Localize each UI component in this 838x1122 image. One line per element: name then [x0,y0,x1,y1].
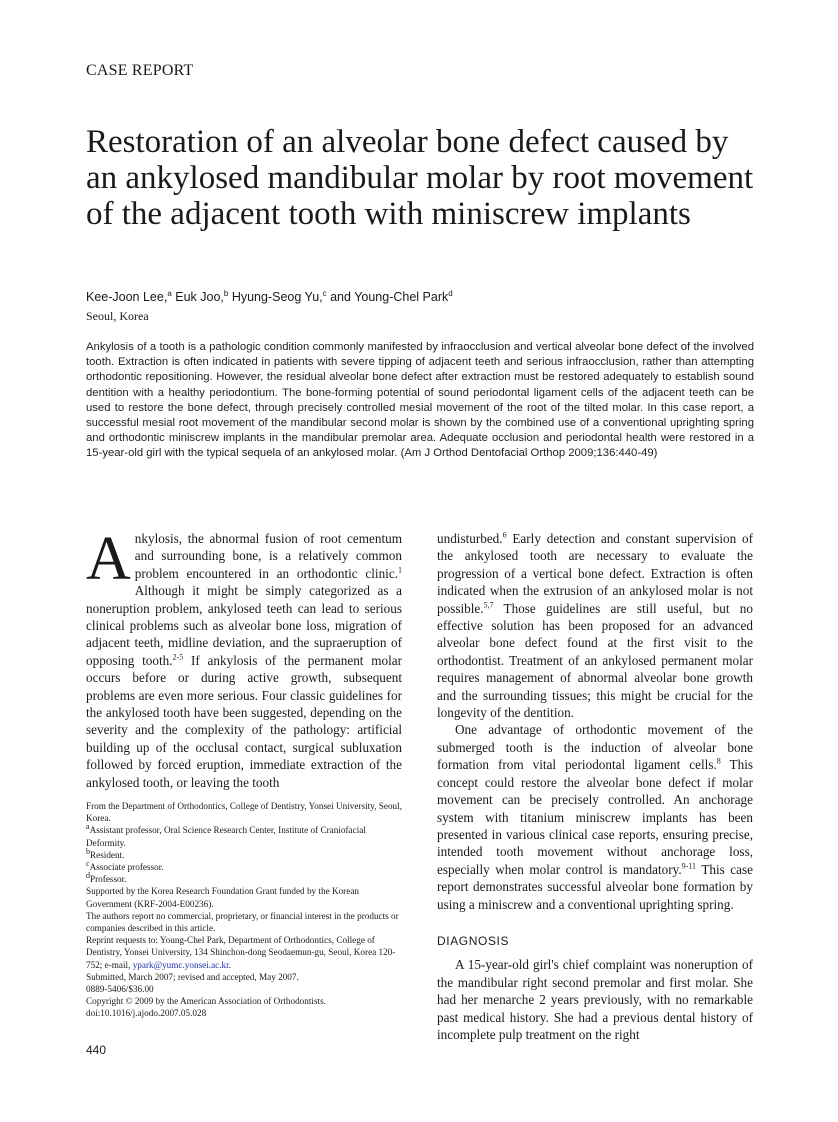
author-name: Kee-Joon Lee, [86,290,168,304]
citation-ref: 6 [502,530,507,540]
author-affiliation-mark: a [167,288,172,298]
body-text: A 15-year-old girl's chief complaint was noneruption of the mandibular right second premolar and first molar. She had her menarche 2 years previously, with no remarkable past medical history. She had a previous dental history of incomplete pulp treatment on the right [437,957,753,1042]
body-text: If ankylosis of the permanent molar occurs before or during active growth, subsequent problems are even more serious. Four classic guidelines for the ankylosed tooth have been suggested, depending on the severity and the complexity of the pathology: artificial building up of the occlusal contact, surgical subluxation followed by forced eruption, immediate extraction of the ankylosed tooth, or leaving the tooth [86,652,402,790]
footnote-doi: doi:10.1016/j.ajodo.2007.05.028 [86,1008,207,1019]
email-link[interactable]: ypark@yumc.yonsei.ac.kr [132,959,229,970]
body-text: One advantage of orthodontic movement of the submerged tooth is the induction of alveolar bone formation from vital periodontal ligament cells. [437,722,753,773]
section-heading-diagnosis: DIAGNOSIS [437,933,510,948]
body-text: undisturbed. [437,531,503,546]
drop-cap: A [86,525,131,593]
citation-ref: 1 [398,565,402,575]
footnote-text: Associate professor. [89,862,164,873]
footnote-disclosure: The authors report no commercial, proprietary, or financial interest in the products or companies described in this article. [86,910,399,934]
author-name: and Young-Chel Park [326,290,449,304]
author-name: Hyung-Seog Yu, [228,290,323,304]
body-text: nkylosis, the abnormal fusion of root cementum and surrounding bone, is a relatively common problem encountered in an orthodontic clinic. [134,531,402,581]
footnote-mark: a [86,822,90,832]
body-text: Although it might be simply categorized as a noneruption problem, ankylosed teeth can lead to serious clinical problems such as alveolar bone loss, migration of adjacent teeth, midline deviation, and the supraeruption of opposing tooth. [86,583,402,668]
footnote-text: Professor. [90,874,127,885]
footnote-text: Assistant professor, Oral Science Research Center, Institute of Craniofacial Deformity. [86,825,366,848]
page-number: 440 [86,1043,107,1057]
citation-ref: 8 [716,756,721,766]
author-list [86,290,453,304]
footnote-copyright: Copyright © 2009 by the American Association of Orthodontists. [86,996,326,1007]
author-affiliation-mark: b [223,288,229,298]
footnote-mark: d [86,871,90,881]
body-text: This concept could restore the alveolar bone defect if molar movement can be precisely controlled. An anchorage system with titanium miniscrew implants has been presented in various clinical case reports, ensuring precise, intended tooth movement without anchorage loss, especially when molar control is mandatory. [437,757,753,877]
footnote-submitted: Submitted, March 2007; revised and accepted, May 2007. [86,971,299,982]
body-text: This case report demonstrates successful alveolar bone formation by using a miniscrew and a conventional uprighting spring. [437,861,753,912]
footnote-a [86,824,402,848]
footnote-issn: 0889-5406/$36.00 [86,984,154,995]
footnote-affiliation: From the Department of Orthodontics, College of Dentistry, Yonsei University, Seoul, Korea. [86,801,402,824]
footnote-text: . [228,959,231,970]
body-text: Early detection and constant supervision of the ankylosed tooth are necessary to evaluate the progression of a vertical bone defect. Extraction is often indicated when the extrusion of an ankylosed molar is not possible. [437,531,753,616]
author-location: Seoul, Korea [86,309,149,323]
article-title: Restoration of an alveolar bone defect caused by an ankylosed mandibular molar by root movement of the adjacent tooth with miniscrew implants [86,124,754,232]
citation-ref: 2-5 [172,652,184,662]
body-column-right [437,530,753,1043]
footnote-c [86,858,402,873]
body-text: Those guidelines are still useful, but no effective solution has been proposed for an advanced alveolar bone defect found at the first visit to the orthodontist. Treatment of an ankylosed permanent molar requires management of abnormal alveolar bone growth and the surrounding tissues; this might be crucial for the longevity of the dentition. [437,600,753,721]
footnote-support: Supported by the Korea Research Foundation Grant funded by the Korean Government (KRF-2004-E00236). [86,886,359,909]
author-affiliation-mark: c [322,288,327,298]
footnote-text: Resident. [90,849,125,860]
author-affiliation-mark: d [448,288,453,298]
citation-ref: 9-11 [681,861,697,871]
footnote-text: Reprint requests to: Young-Chel Park, Department of Orthodontics, College of Dentistry, Yonsei University, 134 Shinchon-dong Seodaemun-gu, Seoul, Korea 120-752; e-mail, [86,935,396,970]
citation-ref: 5,7 [483,600,494,610]
footnote-mark: c [86,858,90,868]
footnotes [86,800,402,1020]
footnote-b [86,846,402,861]
footnote-reprint [86,934,402,971]
section-label: CASE REPORT [86,62,194,79]
body-column-left [86,525,402,791]
footnote-d [86,873,402,885]
footnote-mark: b [86,846,90,856]
abstract: Ankylosis of a tooth is a pathologic condition commonly manifested by infraocclusion and vertical alveolar bone defect of the involved tooth. Extraction is often indicated in patients with severe tipping of adjacent teeth and serious infraocclusion, rather than attempting orthodontic repositioning. However, the residual alveolar bone defect after extraction must be restored adequately to establish sound dentition with a healthy periodontium. The bone-forming potential of sound periodontal ligament cells of the adjacent teeth can be used to restore the bone defect, through precisely controlled mesial movement of the root of the tilted molar. In this case report, a successful mesial root movement of the mandibular second molar is shown by the combined use of a conventional uprighting spring and orthodontic miniscrew implants in the mandibular premolar area. Adequate occlusion and periodontal health were restored in a 15-year-old girl with the typical sequela of an ankylosed molar. (Am J Orthod Dentofacial Orthop 2009;136:440-49) [86,341,754,460]
author-name: Euk Joo, [171,290,224,304]
